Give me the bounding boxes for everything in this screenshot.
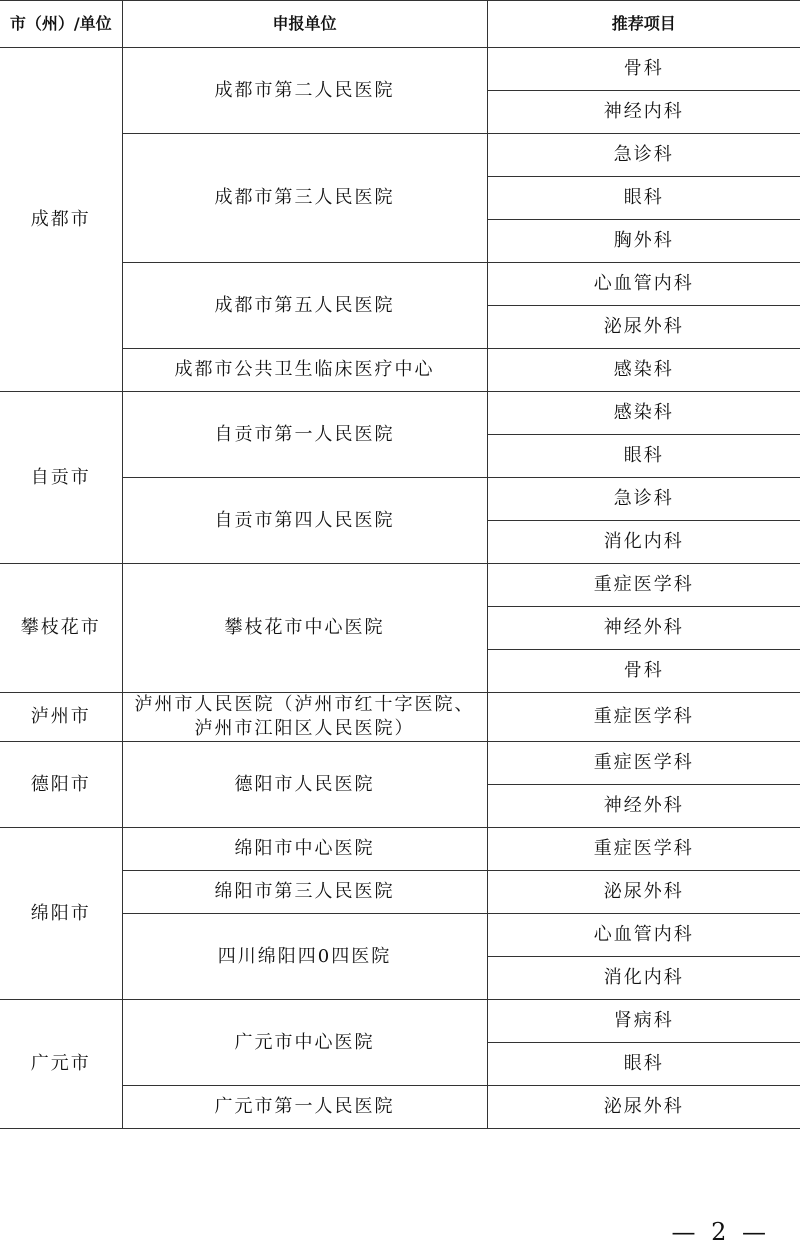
item-cell: 神经外科 [487,785,800,828]
unit-cell: 攀枝花市中心医院 [122,564,487,693]
unit-cell: 成都市公共卫生临床医疗中心 [122,349,487,392]
unit-cell: 自贡市第四人民医院 [122,478,487,564]
header-item: 推荐项目 [487,1,800,48]
table-row [0,828,800,871]
unit-cell: 德阳市人民医院 [122,742,487,828]
item-cell: 重症医学科 [487,828,800,871]
item-cell: 心血管内科 [487,914,800,957]
unit-cell: 四川绵阳四0四医院 [122,914,487,1000]
unit-cell: 泸州市人民医院（泸州市红十字医院、泸州市江阳区人民医院） [122,693,487,742]
unit-cell: 自贡市第一人民医院 [122,392,487,478]
item-cell: 重症医学科 [487,564,800,607]
item-cell: 泌尿外科 [487,1086,800,1129]
header-city: 市（州）/单位 [0,1,122,48]
header-unit: 申报单位 [122,1,487,48]
page-number: — 2 — [671,1218,770,1246]
item-cell: 泌尿外科 [487,871,800,914]
table-row [0,1000,800,1043]
item-cell: 感染科 [487,392,800,435]
item-cell: 急诊科 [487,134,800,177]
item-cell: 感染科 [487,349,800,392]
city-cell: 德阳市 [0,742,122,828]
unit-cell: 绵阳市中心医院 [122,828,487,871]
city-cell: 绵阳市 [0,828,122,1000]
item-cell: 神经外科 [487,607,800,650]
item-cell: 眼科 [487,1043,800,1086]
table-row [0,693,800,742]
unit-cell: 成都市第二人民医院 [122,48,487,134]
unit-cell: 广元市第一人民医院 [122,1086,487,1129]
item-cell: 骨科 [487,48,800,91]
unit-cell: 成都市第五人民医院 [122,263,487,349]
table-row [0,742,800,785]
item-cell: 重症医学科 [487,742,800,785]
city-cell: 广元市 [0,1000,122,1129]
city-cell: 自贡市 [0,392,122,564]
unit-cell: 成都市第三人民医院 [122,134,487,263]
table-body [0,48,800,1129]
city-cell: 泸州市 [0,693,122,742]
city-cell: 攀枝花市 [0,564,122,693]
item-cell: 急诊科 [487,478,800,521]
unit-cell: 绵阳市第三人民医院 [122,871,487,914]
item-cell: 肾病科 [487,1000,800,1043]
item-cell: 眼科 [487,177,800,220]
item-cell: 骨科 [487,650,800,693]
item-cell: 泌尿外科 [487,306,800,349]
city-cell: 成都市 [0,48,122,392]
table-header-row [0,1,800,48]
item-cell: 心血管内科 [487,263,800,306]
item-cell: 重症医学科 [487,693,800,742]
item-cell: 消化内科 [487,521,800,564]
item-cell: 消化内科 [487,957,800,1000]
item-cell: 眼科 [487,435,800,478]
table-row [0,48,800,91]
table-row [0,392,800,435]
table-row [0,564,800,607]
item-cell: 神经内科 [487,91,800,134]
unit-cell: 广元市中心医院 [122,1000,487,1086]
item-cell: 胸外科 [487,220,800,263]
